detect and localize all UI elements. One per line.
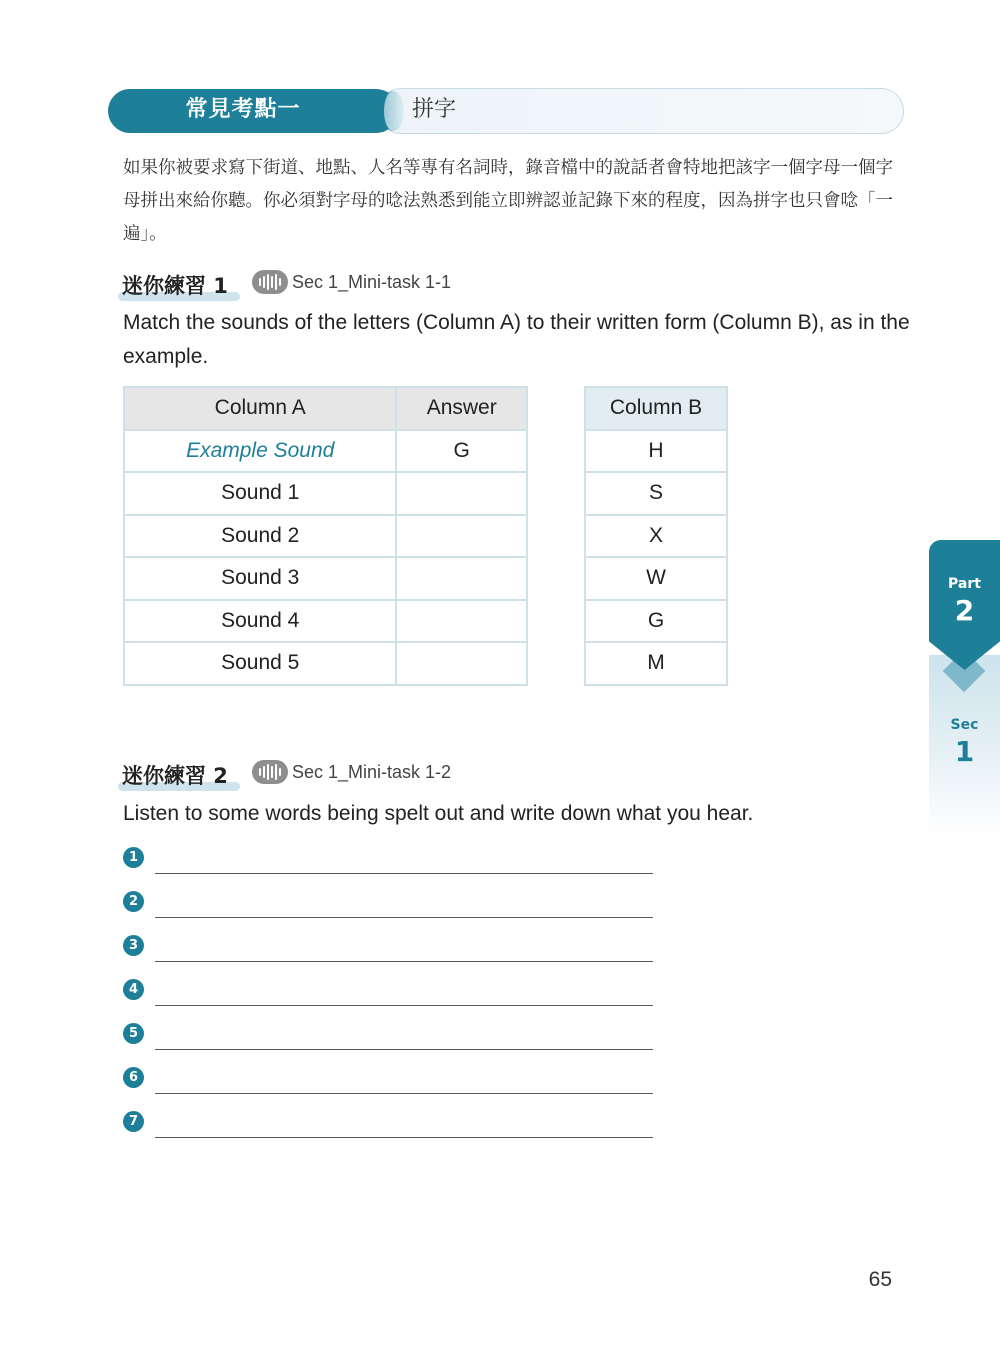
column-b-header: Column B — [585, 387, 727, 430]
task2-instruction: Listen to some words being spelt out and write down what you hear. — [123, 802, 754, 825]
banner-subtitle-pill — [378, 88, 904, 134]
table-row — [585, 557, 727, 600]
task1-audio-code: Sec 1_Mini-task 1-1 — [292, 272, 452, 292]
sec-tab-number: 1 — [954, 735, 975, 768]
answer-cell[interactable] — [396, 642, 527, 685]
page-number: 65 — [868, 1268, 892, 1291]
answer-line-item[interactable] — [123, 847, 653, 879]
letter-cell: G — [585, 600, 727, 643]
table-row — [124, 515, 527, 558]
answer-cell[interactable] — [396, 600, 527, 643]
part-tab-label: Part — [948, 576, 981, 592]
column-a-header: Column A — [124, 387, 396, 430]
sec-tab-label: Sec — [950, 717, 979, 733]
sound-cell: Sound 4 — [124, 600, 396, 643]
answer-line-item[interactable] — [123, 891, 653, 923]
table-row — [124, 642, 527, 685]
column-a-table — [123, 386, 528, 686]
letter-cell: M — [585, 642, 727, 685]
example-answer-cell: G — [396, 430, 527, 473]
answer-line[interactable] — [155, 917, 653, 918]
item-number-badge: 4 — [123, 979, 144, 1000]
sound-cell: Sound 2 — [124, 515, 396, 558]
task1-instruction: Match the sounds of the letters (Column A) to their written form (Column B), as in the example. — [123, 311, 910, 368]
answer-line[interactable] — [155, 1093, 653, 1094]
task2-title: 迷你練習 2 — [122, 764, 228, 788]
item-number-badge: 5 — [123, 1023, 144, 1044]
answer-line[interactable] — [155, 1137, 653, 1138]
banner-subtitle: 拼字 — [412, 97, 457, 122]
sound-cell: Sound 5 — [124, 642, 396, 685]
answer-line-item[interactable] — [123, 1067, 653, 1099]
answer-line[interactable] — [155, 1049, 653, 1050]
item-number-badge: 2 — [123, 891, 144, 912]
letter-cell: X — [585, 515, 727, 558]
answer-line[interactable] — [155, 1005, 653, 1006]
letter-cell: H — [585, 430, 727, 473]
table-row — [585, 515, 727, 558]
answer-line[interactable] — [155, 961, 653, 962]
answer-cell[interactable] — [396, 515, 527, 558]
answer-cell[interactable] — [396, 472, 527, 515]
table-row — [124, 430, 527, 473]
part-tab-number: 2 — [954, 594, 975, 627]
task1-title: 迷你練習 1 — [122, 274, 228, 298]
audio-track-icon[interactable] — [252, 270, 288, 294]
audio-track-icon[interactable] — [252, 760, 288, 784]
intro-paragraph: 如果你被要求寫下街道、地點、人名等專有名詞時，錄音檔中的說話者會特地把該字一個字母一個字母拼出來給你聽。你必須對字母的唸法熟悉到能立即辨認並記錄下來的程度，因為拼字也只會唸「一遍」。 — [123, 158, 893, 244]
table-row — [585, 430, 727, 473]
sound-cell: Sound 1 — [124, 472, 396, 515]
answer-line[interactable] — [155, 873, 653, 874]
table-row — [585, 600, 727, 643]
task2-audio-code: Sec 1_Mini-task 1-2 — [292, 762, 452, 782]
table-row — [124, 472, 527, 515]
table-row — [124, 600, 527, 643]
letter-cell: W — [585, 557, 727, 600]
answer-line-item[interactable] — [123, 1023, 653, 1055]
item-number-badge: 7 — [123, 1111, 144, 1132]
answer-line-item[interactable] — [123, 979, 653, 1011]
table-row — [124, 557, 527, 600]
table-row — [585, 642, 727, 685]
letter-cell: S — [585, 472, 727, 515]
answer-line-item[interactable] — [123, 935, 653, 967]
item-number-badge: 1 — [123, 847, 144, 868]
banner-title: 常見考點一 — [185, 97, 301, 122]
item-number-badge: 6 — [123, 1067, 144, 1088]
column-b-table — [584, 386, 728, 686]
answer-cell[interactable] — [396, 557, 527, 600]
section-banner — [108, 88, 904, 134]
item-number-badge: 3 — [123, 935, 144, 956]
table-row — [585, 472, 727, 515]
sound-cell: Sound 3 — [124, 557, 396, 600]
example-sound-cell: Example Sound — [124, 430, 396, 473]
answer-line-item[interactable] — [123, 1111, 653, 1143]
answer-header: Answer — [396, 387, 527, 430]
